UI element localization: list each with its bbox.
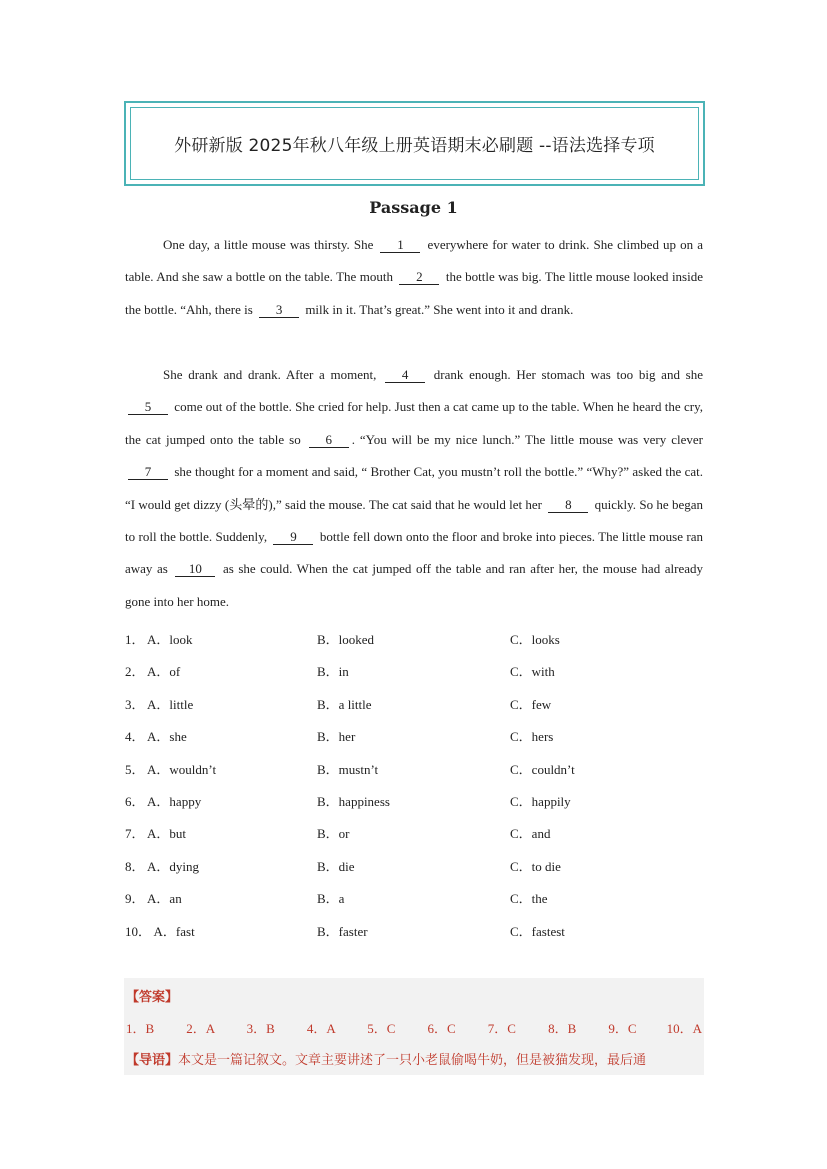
option-c: C．couldn’t (510, 761, 575, 777)
answer-label: 【答案】 (126, 990, 179, 1005)
option-b: B．a (317, 891, 345, 907)
option-c: C．few (510, 696, 552, 712)
passage-text: bottle fell down onto the floor and broke into pieces. The little mouse ran away as (125, 529, 704, 577)
option-c: C．looks (510, 632, 560, 647)
blank-3: 3 (259, 303, 299, 318)
answer-item: 9．C (608, 1021, 637, 1036)
option-a: 9． A．an (125, 891, 182, 907)
answer-item: 10．A (666, 1021, 702, 1036)
passage-paragraph-2 (125, 359, 703, 618)
option-a: 10． A．fast (125, 923, 195, 939)
guide-line (126, 1049, 704, 1068)
option-a: 7． A．but (125, 826, 187, 842)
passage-text: She drank and drank. After a moment, (163, 367, 383, 382)
blank-6: 6 (309, 433, 349, 448)
passage-text: she thought for a moment and said, “ Brother Cat, you mustn’t roll the bottle.” “Why?” asked the cat. “I would get dizzy (头晕的),” said the mouse. The cat said that he would let her (125, 464, 703, 512)
option-b: B．or (317, 826, 350, 842)
option-c: C．with (510, 664, 555, 680)
option-a: 8． A．dying (125, 858, 200, 874)
title-inner-border (130, 107, 699, 180)
option-a: 3． A．little (125, 696, 194, 712)
answer-section (124, 978, 704, 1075)
option-a: 6． A．happy (125, 793, 202, 809)
answer-item: 4．A (306, 1021, 336, 1036)
passage-text: come out of the bottle. She cried for help. Just then a cat came up to the table. When he heard the cry, the cat jumped onto the table so (125, 399, 703, 447)
question-row (125, 783, 705, 815)
answer-item: 3．B (246, 1021, 275, 1036)
option-c: C．and (510, 826, 551, 842)
option-b: B．die (317, 858, 355, 874)
guide-label: 【导语】 (126, 1053, 179, 1068)
option-b: B．looked (317, 632, 375, 647)
passage-text: everywhere for water to drink. She climbed up on a table. And she saw a bottle on the table. The mouth (125, 237, 703, 285)
passage-text: the bottle was big. The little mouse looked inside the bottle. “Ahh, there is (125, 269, 703, 317)
question-row (125, 815, 705, 847)
blank-5: 5 (128, 400, 168, 415)
answer-item: 1．B (126, 1021, 155, 1036)
passage-paragraph-1 (125, 229, 703, 326)
blank-2: 2 (399, 270, 439, 285)
option-c: C．happily (510, 793, 571, 809)
question-options-list (125, 621, 705, 945)
guide-text: 本文是一篇记叙文。文章主要讲述了一只小老鼠偷喝牛奶，但是被猫发现，最后通 (178, 1053, 647, 1068)
option-a: 1． A．look (125, 632, 193, 647)
blank-8: 8 (548, 498, 588, 513)
answer-item: 2．A (186, 1021, 216, 1036)
blank-7: 7 (128, 465, 168, 480)
answer-item: 6．C (427, 1021, 456, 1036)
blank-1: 1 (380, 238, 420, 253)
option-c: C．to die (510, 858, 561, 874)
blank-10: 10 (175, 562, 215, 577)
passage-text: quickly. So he began to roll the bottle. Suddenly, (125, 496, 703, 545)
question-row (125, 621, 705, 653)
option-a: 4． A．she (125, 729, 187, 745)
passage-text: drank enough. Her stomach was too big and she (428, 367, 703, 382)
answer-key-row (124, 1018, 704, 1036)
answer-item: 5．C (367, 1021, 396, 1036)
option-c: C．hers (510, 729, 554, 745)
passage-text: milk in it. That’s great.” She went into it and drank. (302, 301, 574, 317)
question-row (125, 718, 705, 750)
option-b: B．a little (317, 696, 372, 712)
question-row (125, 880, 705, 912)
option-c: C．the (510, 891, 548, 907)
option-b: B．happiness (317, 793, 390, 809)
answer-item: 8．B (548, 1021, 577, 1036)
blank-9: 9 (273, 530, 313, 545)
option-b: B．mustn’t (317, 761, 379, 777)
question-row (125, 848, 705, 880)
passage-title: Passage 1 (369, 198, 458, 217)
passage-text: . “You will be my nice lunch.” The little mouse was very clever (351, 431, 703, 447)
option-a: 5． A．wouldn’t (125, 761, 217, 777)
question-row (125, 686, 705, 718)
option-c: C．fastest (510, 923, 565, 939)
blank-4: 4 (385, 368, 425, 383)
option-b: B．in (317, 664, 349, 680)
title-box (124, 101, 705, 186)
option-a: 2． A．of (125, 664, 181, 680)
passage-text: One day, a little mouse was thirsty. She (163, 237, 378, 252)
question-row (125, 653, 705, 685)
answer-item: 7．C (487, 1021, 516, 1036)
question-row (125, 913, 705, 945)
passage-text: as she could. When the cat jumped off the table and ran after her, the mouse had already gone into her home. (125, 561, 704, 609)
question-row (125, 751, 705, 783)
document-title: 外研新版 2025年秋八年级上册英语期末必刷题 --语法选择专项 (174, 136, 655, 156)
option-b: B．her (317, 729, 356, 745)
option-b: B．faster (317, 923, 368, 939)
